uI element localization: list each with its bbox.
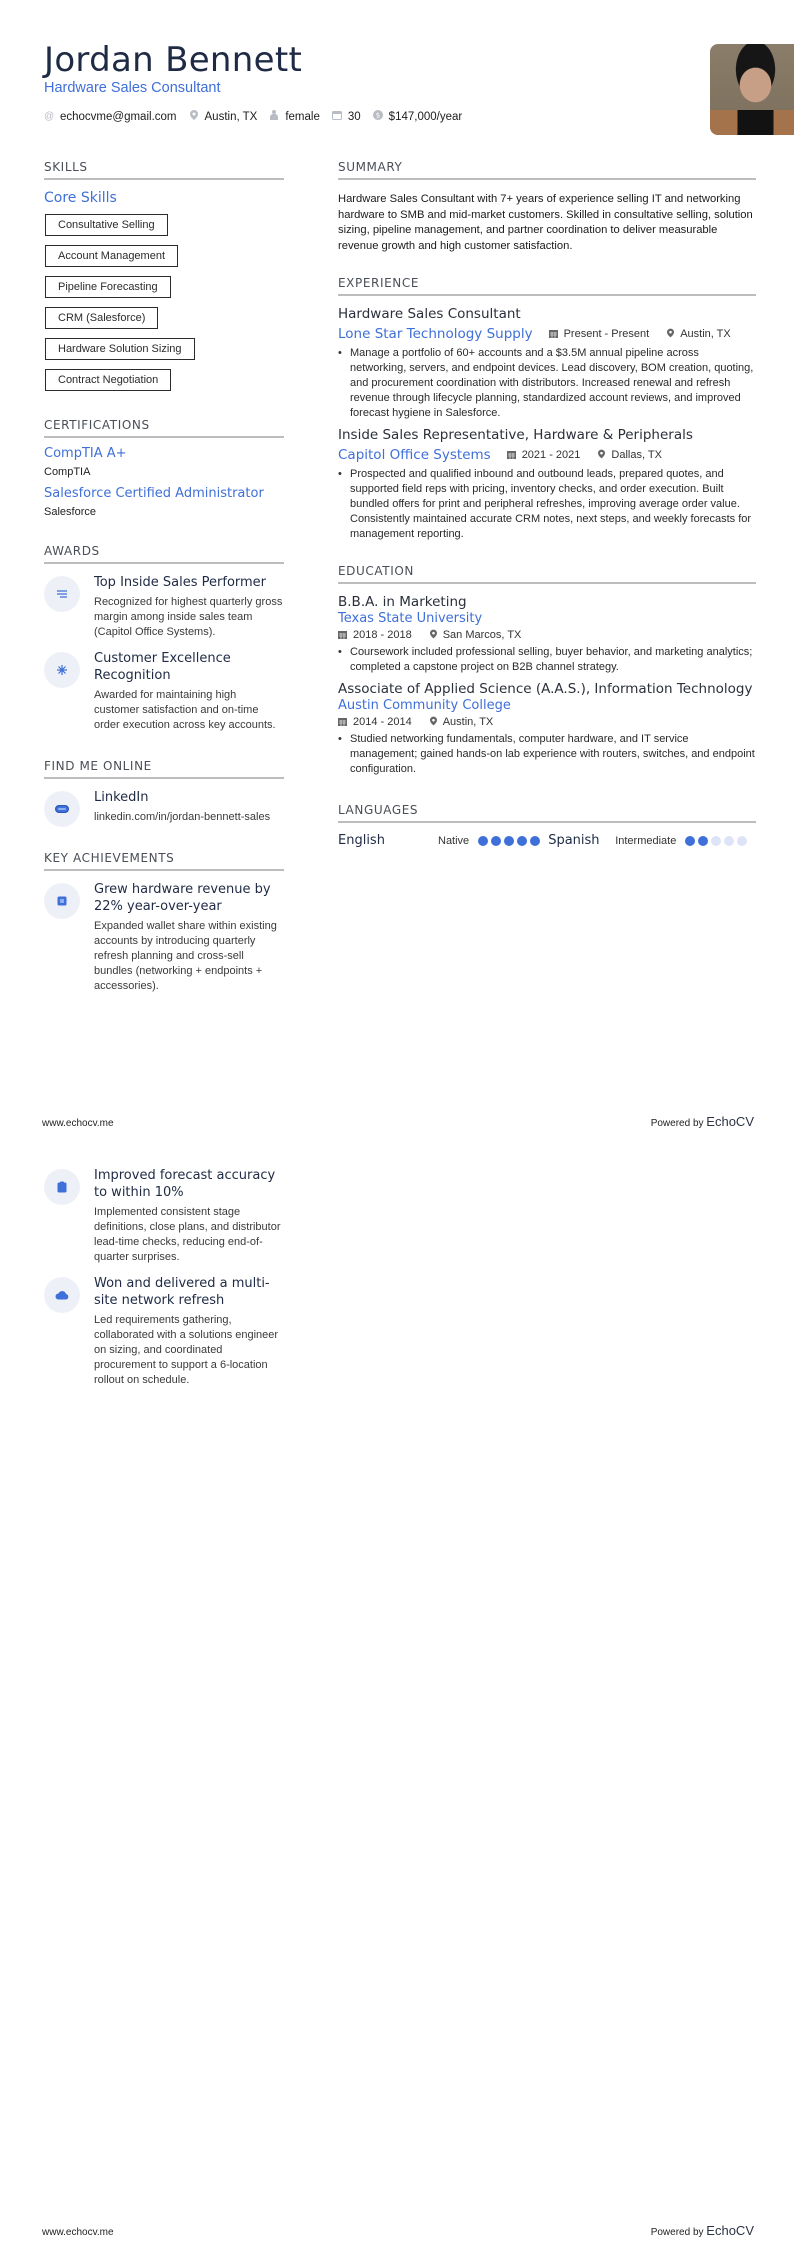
achievement-item — [44, 1275, 284, 1388]
candidate-role: Hardware Sales Consultant — [44, 80, 221, 96]
achievement-desc: Led requirements gathering, collaborated with a solutions engineer on sizing, and coordinated procurement to support a 6-location rollout on schedule. — [94, 1314, 279, 1386]
resume-header — [44, 40, 750, 140]
job-title: Hardware Sales Consultant — [338, 306, 521, 322]
section-title: FIND ME ONLINE — [44, 759, 284, 779]
contact-salary — [373, 110, 463, 123]
person-icon — [269, 110, 279, 123]
section-title: EDUCATION — [338, 564, 756, 584]
footer-brand[interactable]: EchoCV — [706, 1114, 754, 1129]
footer-powered-by: Powered by EchoCV — [650, 2223, 754, 2238]
education-dates: 2014 - 2014 — [338, 716, 412, 728]
award-title: Customer Excellence Recognition — [94, 651, 231, 683]
language-level: Native — [438, 834, 470, 847]
right-column — [338, 160, 756, 848]
education-meta — [338, 716, 756, 728]
education-bullet: • Studied networking fundamentals, computer hardware, and IT service management; gained hands-on lab experience with routers, switches, and endpoint configuration. — [338, 732, 756, 777]
section-title: SUMMARY — [338, 160, 756, 180]
contact-age — [332, 111, 361, 123]
candidate-name: Jordan Bennett — [44, 40, 303, 80]
degree: Associate of Applied Science (A.A.S.), Information Technology — [338, 681, 753, 697]
languages-row — [338, 833, 756, 848]
award-desc: Recognized for highest quarterly gross margin among inside sales team (Capitol Office Systems). — [94, 596, 283, 638]
achievement-title: Grew hardware revenue by 22% year-over-year — [94, 882, 271, 914]
rating-dot-filled — [491, 836, 501, 846]
rating-dot-empty — [737, 836, 747, 846]
language-rating — [682, 836, 747, 846]
contact-info — [44, 110, 474, 123]
svg-text:$: $ — [375, 111, 380, 120]
resume-page-2 — [0, 1123, 794, 2246]
linkedin-icon — [44, 791, 80, 827]
left-column — [44, 1167, 284, 1388]
achievement-title: Improved forecast accuracy to within 10% — [94, 1168, 276, 1200]
achievement-desc: Expanded wallet share within existing accounts by introducing quarterly refresh planning and cross-sell bundles (networking + endpoints + accessories). — [94, 920, 277, 992]
cert-issuer: Salesforce — [44, 506, 96, 518]
award-desc: Awarded for maintaining high customer satisfaction and on-time order execution across key accounts. — [94, 689, 276, 731]
section-title: EXPERIENCE — [338, 276, 756, 296]
education-location: San Marcos, TX — [430, 629, 522, 641]
rating-dot-filled — [698, 836, 708, 846]
job-bullets — [338, 467, 756, 542]
job-title: Inside Sales Representative, Hardware & Peripherals — [338, 427, 693, 443]
footer-website[interactable]: www.echocv.me — [42, 1118, 114, 1129]
school-name: Austin Community College — [338, 698, 511, 713]
section-title: SKILLS — [44, 160, 284, 180]
job-location: Dallas, TX — [598, 449, 662, 461]
rating-dot-empty — [711, 836, 721, 846]
skill-tag: Hardware Solution Sizing — [45, 338, 195, 360]
education-meta — [338, 629, 756, 641]
location-pin-icon — [598, 449, 605, 461]
cert-issuer: CompTIA — [44, 466, 91, 478]
job-meta — [338, 447, 756, 463]
award-title: Top Inside Sales Performer — [94, 575, 267, 590]
contact-location — [189, 110, 258, 123]
photo-clothing — [710, 110, 794, 135]
online-profile-url[interactable]: linkedin.com/in/jordan-bennett-sales — [94, 811, 271, 823]
rating-dot-filled — [517, 836, 527, 846]
job-bullets — [338, 346, 756, 421]
left-column — [44, 160, 284, 994]
footer-brand[interactable]: EchoCV — [706, 2223, 754, 2238]
section-title: KEY ACHIEVEMENTS — [44, 851, 284, 871]
rating-dot-filled — [530, 836, 540, 846]
skill-group-title: Core Skills — [44, 190, 117, 206]
location-value: Austin, TX — [204, 110, 258, 123]
skill-tag: Pipeline Forecasting — [45, 276, 171, 298]
cert-name: Salesforce Certified Administrator — [44, 486, 264, 501]
section-title: LANGUAGES — [338, 803, 756, 823]
language-name: English — [338, 833, 385, 848]
rating-dot-empty — [724, 836, 734, 846]
location-pin-icon — [430, 629, 437, 641]
language-rating — [475, 836, 540, 846]
summary-text: Hardware Sales Consultant with 7+ years of experience selling IT and networking hardware to SMB and mid-market customers. Skilled in consultative selling, solution sizing, pipeline management, and partner coordination to deliver measurable revenue growth and high customer satisfaction. — [338, 193, 753, 252]
cert-name: CompTIA A+ — [44, 446, 127, 461]
profile-photo — [710, 44, 794, 135]
achievement-item — [44, 1167, 284, 1265]
skill-tag: Contract Negotiation — [45, 369, 171, 391]
experience-section — [338, 276, 756, 542]
rating-dot-filled — [478, 836, 488, 846]
award-item — [44, 650, 284, 733]
calendar-icon — [338, 630, 347, 641]
skill-list — [44, 210, 284, 396]
location-pin-icon — [430, 716, 437, 728]
section-title: AWARDS — [44, 544, 284, 564]
job-meta — [338, 326, 756, 342]
company-name: Lone Star Technology Supply — [338, 326, 533, 342]
job-bullet: • Manage a portfolio of 60+ accounts and a $3.5M annual pipeline across networking, servers, and endpoint devices. Lead discovery, BOM creation, quoting, and procurement coordination with distributors. Increased renewal and refresh revenue through lifecycle planning, standardized account reviews, and improved forecast hygiene in Salesforce. — [338, 346, 756, 421]
age-value: 30 — [347, 110, 361, 123]
education-bullet: • Coursework included professional selling, buyer behavior, and marketing analytics; completed a capstone project on B2B channel strategy. — [338, 645, 756, 675]
location-pin-icon — [189, 110, 199, 123]
education-bullets — [338, 645, 756, 675]
job-dates: 2021 - 2021 — [507, 449, 581, 461]
footer-website[interactable]: www.echocv.me — [42, 2227, 114, 2238]
skill-tag: CRM (Salesforce) — [45, 307, 158, 329]
degree: B.B.A. in Marketing — [338, 594, 467, 610]
job-bullet: • Prospected and qualified inbound and outbound leads, prepared quotes, and supported field reps with pricing, inventory checks, and order execution. Built bundled offers for print and peripheral refreshes, improving average order value. Consistently maintained accurate CRM notes, next steps, and weekly forecasts for management reporting. — [338, 467, 756, 542]
experience-item — [338, 306, 756, 421]
education-dates: 2018 - 2018 — [338, 629, 412, 641]
education-bullets — [338, 732, 756, 777]
company-name: Capitol Office Systems — [338, 447, 491, 463]
languages-section — [338, 803, 756, 848]
online-section — [44, 759, 284, 827]
education-item — [338, 681, 756, 777]
education-section — [338, 564, 756, 777]
chip-icon — [44, 883, 80, 919]
location-pin-icon — [667, 328, 674, 340]
contact-email[interactable] — [44, 111, 177, 123]
rating-dot-filled — [685, 836, 695, 846]
skills-section — [44, 160, 284, 396]
award-item — [44, 574, 284, 640]
clipboard-icon — [44, 1169, 80, 1205]
language-name: Spanish — [548, 833, 600, 848]
calendar-icon — [338, 717, 347, 728]
summary-section — [338, 160, 756, 254]
salary-value: $147,000/year — [388, 110, 463, 123]
contact-gender — [269, 110, 320, 123]
skill-tag: Account Management — [45, 245, 178, 267]
calendar-icon — [507, 450, 516, 461]
page-footer — [42, 2223, 754, 2238]
calendar-icon — [549, 329, 558, 340]
awards-section — [44, 544, 284, 733]
section-title: CERTIFICATIONS — [44, 418, 284, 438]
sparkle-icon — [44, 652, 80, 688]
gender-value: female — [285, 110, 320, 123]
job-location: Austin, TX — [667, 328, 731, 340]
at-icon: @ — [44, 111, 55, 122]
email-value: echocvme@gmail.com — [60, 110, 177, 123]
cloud-icon — [44, 1277, 80, 1313]
list-icon — [44, 576, 80, 612]
calendar-icon — [332, 111, 342, 123]
skill-tag: Consultative Selling — [45, 214, 168, 236]
school-name: Texas State University — [338, 611, 483, 626]
money-icon — [373, 110, 383, 123]
footer-powered-by: Powered by EchoCV — [650, 1114, 754, 1129]
education-item — [338, 594, 756, 675]
achievement-item — [44, 881, 284, 994]
education-location: Austin, TX — [430, 716, 494, 728]
online-profile-title: LinkedIn — [94, 790, 149, 805]
job-dates: Present - Present — [549, 328, 650, 340]
achievement-desc: Implemented consistent stage definitions, close plans, and distributor lead-time checks, reducing end-of-quarter surprises. — [94, 1206, 281, 1263]
achievement-title: Won and delivered a multi-site network refresh — [94, 1276, 270, 1308]
rating-dot-filled — [504, 836, 514, 846]
experience-item — [338, 427, 756, 542]
online-profile-item[interactable] — [44, 789, 284, 827]
language-level: Intermediate — [615, 834, 677, 847]
achievements-section — [44, 851, 284, 994]
certifications-section — [44, 418, 284, 518]
